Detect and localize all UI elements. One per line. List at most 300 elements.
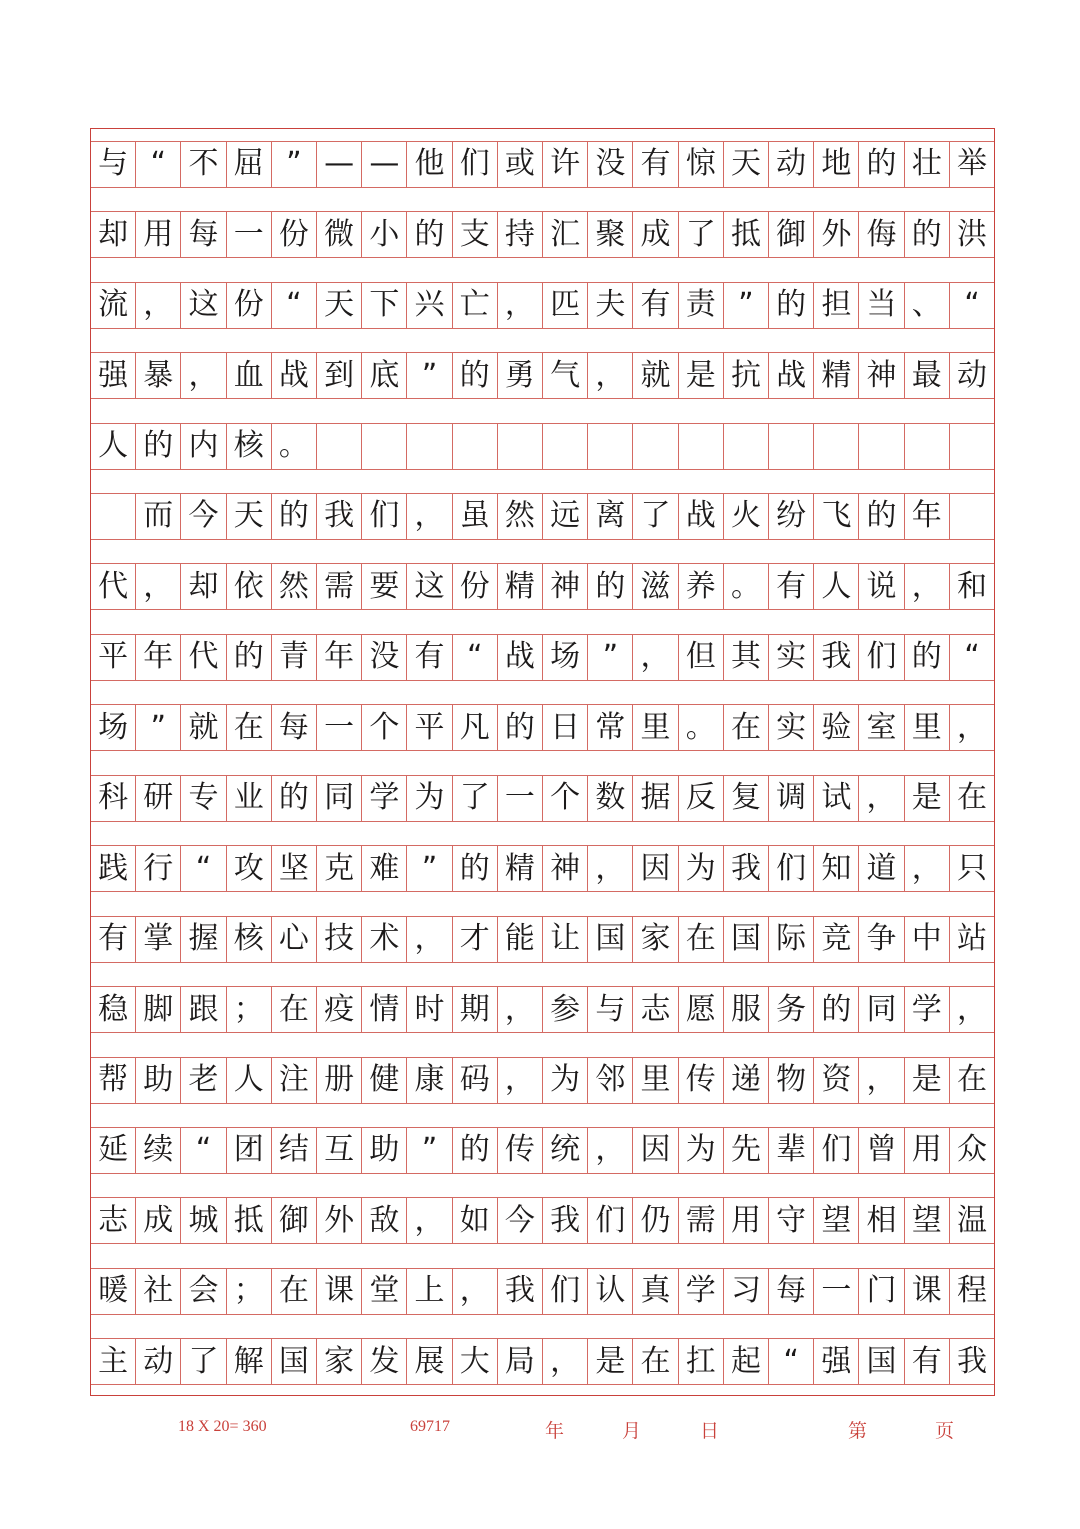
grid-cell: 程	[956, 1273, 987, 1309]
grid-cell: 依	[227, 564, 272, 609]
grid-cell	[950, 494, 994, 539]
grid-cell: 每	[181, 212, 226, 257]
grid-row	[91, 775, 994, 822]
grid-cell: 如	[453, 1198, 498, 1243]
grid-cell: 们	[588, 1198, 633, 1243]
grid-cell: ，	[956, 709, 987, 745]
grid-cell: 志	[91, 1198, 136, 1243]
grid-cell: 了	[453, 776, 498, 821]
grid-cell: 说	[859, 564, 904, 609]
grid-cell: ，	[905, 564, 950, 609]
grid-cell: 团	[227, 1128, 272, 1173]
grid-cell: 为	[543, 1058, 588, 1103]
grid-cell	[453, 424, 498, 469]
footer-page-suffix: 页	[935, 1421, 955, 1442]
grid-cell: 我	[498, 1269, 543, 1314]
grid-cell: 温	[956, 1202, 987, 1238]
grid-cell: ”	[407, 846, 452, 891]
grid-cell: 青	[272, 635, 317, 680]
grid-row	[91, 845, 994, 892]
grid-cell: 里	[633, 1058, 678, 1103]
grid-cell: 只	[956, 850, 987, 886]
grid-cell: 传	[679, 1058, 724, 1103]
grid-cell: 的	[859, 142, 904, 187]
grid-cell: 因	[633, 846, 678, 891]
grid-row	[91, 986, 994, 1033]
grid-cell: 的	[272, 776, 317, 821]
grid-cell: 抵	[724, 212, 769, 257]
grid-cell: 展	[407, 1339, 452, 1384]
grid-cell: 匹	[543, 283, 588, 328]
grid-cell: 场	[91, 705, 136, 750]
grid-cell: 在	[956, 1062, 987, 1097]
grid-cell: 城	[181, 1198, 226, 1243]
grid-cell: 当	[859, 283, 904, 328]
grid-cell: 资	[814, 1058, 859, 1103]
grid-cell: 常	[588, 705, 633, 750]
grid-cell: 守	[769, 1198, 814, 1243]
grid-cell: 夫	[588, 283, 633, 328]
grid-cell: 与	[588, 987, 633, 1032]
grid-cell: 攻	[227, 846, 272, 891]
grid-cell: 同	[859, 987, 904, 1032]
grid-cell: 真	[633, 1269, 678, 1314]
grid-cell: 惊	[679, 142, 724, 187]
grid-cell: 精	[498, 564, 543, 609]
grid-cell: 与	[91, 142, 136, 187]
grid-cell: 汇	[543, 212, 588, 257]
grid-cell: —	[317, 142, 362, 187]
grid-cell: 在	[724, 705, 769, 750]
grid-cell	[633, 424, 678, 469]
grid-cell: 发	[362, 1339, 407, 1384]
grid-cell: 中	[905, 917, 950, 962]
grid-cell: 们	[543, 1269, 588, 1314]
grid-cell: 份	[453, 564, 498, 609]
grid-cell: 争	[859, 917, 904, 962]
grid-cell: 实	[769, 635, 814, 680]
grid-cell	[588, 424, 633, 469]
grid-cell: 离	[588, 494, 633, 539]
grid-cell: 个	[543, 776, 588, 821]
grid-cell: 仍	[633, 1198, 678, 1243]
grid-row	[91, 1197, 994, 1244]
grid-cell	[905, 424, 950, 469]
footer-year: 年	[545, 1421, 565, 1442]
grid-cell: 老	[181, 1058, 226, 1103]
grid-cell: 战	[679, 494, 724, 539]
grid-cell: ，	[905, 846, 950, 891]
grid-cell: 下	[362, 283, 407, 328]
grid-cell: 上	[407, 1269, 452, 1314]
grid-cell: 服	[724, 987, 769, 1032]
grid-cell: 调	[769, 776, 814, 821]
grid-cell: 需	[317, 564, 362, 609]
grid-cell: 反	[679, 776, 724, 821]
grid-cell: 为	[679, 1128, 724, 1173]
grid-cell: 人	[91, 424, 136, 469]
grid-cell: 用	[724, 1198, 769, 1243]
grid-cell: 底	[362, 353, 407, 398]
grid-cell: ，	[633, 635, 678, 680]
footer-grid-spec: 18 X 20= 360	[178, 1418, 267, 1435]
grid-cell: 一	[498, 776, 543, 821]
grid-cell: 我	[814, 635, 859, 680]
grid-cell: 他	[407, 142, 452, 187]
grid-cell: 让	[543, 917, 588, 962]
grid-cell: 的	[453, 1128, 498, 1173]
grid-cell: ”	[407, 1128, 452, 1173]
grid-cell: 血	[227, 353, 272, 398]
grid-cell: 延	[91, 1128, 136, 1173]
grid-cell: 纷	[769, 494, 814, 539]
grid-cell: 虽	[453, 494, 498, 539]
grid-cell: ”	[407, 353, 452, 398]
grid-row	[91, 1268, 994, 1315]
grid-cell: 凡	[453, 705, 498, 750]
grid-cell: ”	[724, 283, 769, 328]
grid-cell: 的	[905, 212, 950, 257]
grid-cell: 国	[588, 917, 633, 962]
grid-cell: 代	[91, 564, 136, 609]
grid-cell: ，	[588, 1128, 633, 1173]
grid-cell: 和	[956, 568, 987, 604]
grid-cell: 的	[453, 846, 498, 891]
grid-cell: 康	[407, 1058, 452, 1103]
grid-cell: 有	[633, 142, 678, 187]
grid-cell	[498, 424, 543, 469]
grid-cell: 递	[724, 1058, 769, 1103]
grid-cell: 起	[724, 1339, 769, 1384]
grid-cell	[407, 424, 452, 469]
grid-cell: 举	[956, 146, 987, 182]
grid-cell: ，	[859, 1058, 904, 1103]
grid-cell: 是	[588, 1339, 633, 1384]
grid-row	[91, 563, 994, 610]
grid-cell: 室	[859, 705, 904, 750]
grid-cell: 技	[317, 917, 362, 962]
grid-cell: 难	[362, 846, 407, 891]
grid-cell: ，	[588, 846, 633, 891]
grid-cell: 学	[905, 987, 950, 1032]
grid-cell: 因	[633, 1128, 678, 1173]
grid-cell: 码	[453, 1058, 498, 1103]
grid-cell: 神	[543, 846, 588, 891]
grid-cell: 为	[679, 846, 724, 891]
grid-cell: 在	[956, 780, 987, 816]
grid-cell: 脚	[136, 987, 181, 1032]
grid-row	[91, 141, 994, 188]
grid-cell: 用	[905, 1128, 950, 1173]
grid-cell: 门	[859, 1269, 904, 1314]
grid-cell: 气	[543, 353, 588, 398]
grid-cell: 据	[633, 776, 678, 821]
grid-cell: 续	[136, 1128, 181, 1173]
grid-cell: 御	[272, 1198, 317, 1243]
grid-cell: 天	[317, 283, 362, 328]
grid-cell: 们	[453, 142, 498, 187]
grid-cell: 在	[272, 1269, 317, 1314]
grid-cell: 才	[453, 917, 498, 962]
grid-cell: ”	[588, 635, 633, 680]
grid-cell: 国	[272, 1339, 317, 1384]
grid-cell: 御	[769, 212, 814, 257]
footer-day: 日	[700, 1421, 720, 1442]
grid-cell: 强	[814, 1339, 859, 1384]
grid-cell: 担	[814, 283, 859, 328]
grid-cell: 壮	[905, 142, 950, 187]
grid-cell: 微	[317, 212, 362, 257]
grid-cell: 今	[498, 1198, 543, 1243]
grid-cell: 为	[407, 776, 452, 821]
grid-cell: 需	[679, 1198, 724, 1243]
grid-cell: 精	[498, 846, 543, 891]
grid-cell: 主	[91, 1339, 136, 1384]
grid-cell: “	[272, 283, 317, 328]
grid-cell: 局	[498, 1339, 543, 1384]
grid-cell: 是	[679, 353, 724, 398]
grid-cell: 国	[859, 1339, 904, 1384]
grid-cell: 际	[769, 917, 814, 962]
grid-cell: 我	[956, 1343, 987, 1379]
grid-cell: ，	[498, 1058, 543, 1103]
grid-cell: 助	[136, 1058, 181, 1103]
grid-cell: 就	[181, 705, 226, 750]
grid-cell: 抗	[724, 353, 769, 398]
grid-cell: 了	[633, 494, 678, 539]
grid-row	[91, 352, 994, 399]
grid-cell: 暴	[136, 353, 181, 398]
grid-cell: “	[964, 287, 980, 323]
grid-cell: 的	[227, 635, 272, 680]
grid-cell: 有	[905, 1339, 950, 1384]
grid-cell: ，	[407, 494, 452, 539]
grid-cell: —	[362, 142, 407, 187]
grid-cell: 曾	[859, 1128, 904, 1173]
grid-cell	[814, 424, 859, 469]
grid-cell: 人	[227, 1058, 272, 1103]
grid-cell: 跟	[181, 987, 226, 1032]
grid-cell: 一	[227, 212, 272, 257]
grid-cell: 们	[362, 494, 407, 539]
grid-cell: 的	[407, 212, 452, 257]
grid-cell: ，	[859, 776, 904, 821]
grid-cell: 暖	[91, 1269, 136, 1314]
grid-cell: ；	[227, 987, 272, 1032]
grid-cell: 健	[362, 1058, 407, 1103]
grid-cell: 先	[724, 1128, 769, 1173]
grid-cell: 强	[91, 353, 136, 398]
grid-cell: 敌	[362, 1198, 407, 1243]
grid-cell: 道	[859, 846, 904, 891]
grid-row	[91, 1057, 994, 1104]
grid-cell: 的	[859, 494, 904, 539]
grid-cell: 邻	[588, 1058, 633, 1103]
grid-cell: 支	[453, 212, 498, 257]
grid-cell: “	[136, 142, 181, 187]
grid-cell: 物	[769, 1058, 814, 1103]
grid-cell: 地	[814, 142, 859, 187]
grid-cell: 愿	[679, 987, 724, 1032]
grid-cell: 外	[814, 212, 859, 257]
grid-cell: 互	[317, 1128, 362, 1173]
grid-cell: “	[769, 1339, 814, 1384]
grid-cell: 能	[498, 917, 543, 962]
grid-cell: ，	[956, 991, 987, 1027]
grid-cell: 众	[956, 1132, 987, 1168]
grid-cell: 们	[859, 635, 904, 680]
grid-cell: 的	[136, 424, 181, 469]
writing-grid	[90, 128, 995, 1396]
grid-cell: 业	[227, 776, 272, 821]
grid-row	[91, 282, 994, 329]
grid-cell: 我	[317, 494, 362, 539]
grid-cell: 望	[814, 1198, 859, 1243]
grid-cell: 却	[91, 212, 136, 257]
grid-cell: 亡	[453, 283, 498, 328]
grid-cell: 就	[633, 353, 678, 398]
grid-cell: 的	[498, 705, 543, 750]
grid-cell: 竞	[814, 917, 859, 962]
grid-cell: 聚	[588, 212, 633, 257]
grid-cell: 课	[317, 1269, 362, 1314]
grid-cell: 的	[272, 494, 317, 539]
grid-cell: 平	[91, 635, 136, 680]
grid-row	[91, 493, 994, 540]
grid-cell: 天	[227, 494, 272, 539]
grid-cell: 家	[317, 1339, 362, 1384]
grid-cell: 这	[181, 283, 226, 328]
grid-cell: 在	[272, 987, 317, 1032]
grid-cell: 在	[227, 705, 272, 750]
grid-cell: 专	[181, 776, 226, 821]
grid-row	[91, 634, 994, 681]
grid-cell: “	[181, 1128, 226, 1173]
grid-cell: 平	[407, 705, 452, 750]
grid-cell: 践	[91, 846, 136, 891]
grid-cell: 没	[588, 142, 633, 187]
grid-cell: ，	[543, 1339, 588, 1384]
grid-cell	[317, 424, 362, 469]
grid-cell: 有	[407, 635, 452, 680]
grid-cell: 了	[679, 212, 724, 257]
grid-row	[91, 704, 994, 751]
grid-cell: 远	[543, 494, 588, 539]
grid-cell: 而	[136, 494, 181, 539]
grid-cell: 里	[905, 705, 950, 750]
grid-cell: 核	[227, 917, 272, 962]
grid-cell: 。	[679, 705, 724, 750]
grid-cell: 洪	[956, 216, 987, 252]
grid-cell: 数	[588, 776, 633, 821]
grid-cell: 兴	[407, 283, 452, 328]
grid-cell: 是	[905, 776, 950, 821]
grid-cell: 册	[317, 1058, 362, 1103]
grid-cell: 要	[362, 564, 407, 609]
grid-cell: 辈	[769, 1128, 814, 1173]
grid-cell: 的	[814, 987, 859, 1032]
grid-cell: 小	[362, 212, 407, 257]
grid-cell: ”	[136, 705, 181, 750]
grid-cell: 代	[181, 635, 226, 680]
grid-cell: ，	[407, 917, 452, 962]
grid-cell: ；	[227, 1269, 272, 1314]
grid-cell: 没	[362, 635, 407, 680]
grid-cell: 学	[679, 1269, 724, 1314]
grid-cell: 流	[91, 283, 136, 328]
grid-cell: 天	[724, 142, 769, 187]
grid-cell: 外	[317, 1198, 362, 1243]
grid-cell: 一	[814, 1269, 859, 1314]
grid-cell: 统	[543, 1128, 588, 1173]
grid-cell: 助	[362, 1128, 407, 1173]
grid-cell: 滋	[633, 564, 678, 609]
grid-cell: 站	[956, 921, 987, 957]
grid-cell: 握	[181, 917, 226, 962]
grid-cell: 了	[181, 1339, 226, 1384]
grid-cell: 有	[769, 564, 814, 609]
grid-cell: 份	[227, 283, 272, 328]
footer-month: 月	[622, 1421, 642, 1442]
grid-cell: 复	[724, 776, 769, 821]
grid-cell	[543, 424, 588, 469]
grid-cell: 验	[814, 705, 859, 750]
grid-cell: 。	[272, 424, 317, 469]
grid-cell: 里	[633, 705, 678, 750]
grid-cell: 勇	[498, 353, 543, 398]
grid-cell: 期	[453, 987, 498, 1032]
grid-cell: 在	[679, 917, 724, 962]
grid-cell: 参	[543, 987, 588, 1032]
grid-cell: 术	[362, 917, 407, 962]
grid-cell: ，	[136, 564, 181, 609]
grid-cell: 抵	[227, 1198, 272, 1243]
footer-serial: 69717	[410, 1418, 450, 1435]
grid-cell	[679, 424, 724, 469]
grid-cell: 精	[814, 353, 859, 398]
grid-cell: 科	[91, 776, 136, 821]
grid-cell: 战	[498, 635, 543, 680]
grid-cell: 然	[498, 494, 543, 539]
grid-cell: 结	[272, 1128, 317, 1173]
grid-cell: “	[453, 635, 498, 680]
grid-cell: 习	[724, 1269, 769, 1314]
grid-cell: 我	[543, 1198, 588, 1243]
grid-cell: 大	[453, 1339, 498, 1384]
footer-page-prefix: 第	[848, 1421, 868, 1442]
grid-cell: 场	[543, 635, 588, 680]
grid-cell: 们	[769, 846, 814, 891]
grid-cell: 认	[588, 1269, 633, 1314]
grid-cell: 侮	[859, 212, 904, 257]
grid-cell	[950, 424, 994, 469]
grid-cell: 的	[588, 564, 633, 609]
grid-cell: 却	[181, 564, 226, 609]
grid-cell	[91, 494, 136, 539]
grid-cell: 许	[543, 142, 588, 187]
grid-cell: 实	[769, 705, 814, 750]
grid-cell: 或	[498, 142, 543, 187]
grid-cell: 动	[956, 357, 987, 393]
grid-cell: 稳	[91, 987, 136, 1032]
grid-cell: ”	[272, 142, 317, 187]
grid-cell: 望	[905, 1198, 950, 1243]
grid-cell: 一	[317, 705, 362, 750]
grid-cell: 会	[181, 1269, 226, 1314]
grid-cell: 的	[453, 353, 498, 398]
grid-cell: 相	[859, 1198, 904, 1243]
grid-cell: 个	[362, 705, 407, 750]
